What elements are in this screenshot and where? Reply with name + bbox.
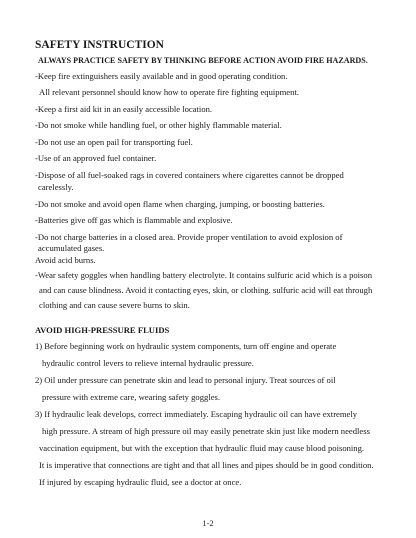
text-line: hydraulic control levers to relieve internal hydraulic pressure.	[42, 358, 254, 368]
text-line: clothing and can cause severe burns to skin.	[39, 300, 190, 310]
section-title-high-pressure-fluids: AVOID HIGH-PRESSURE FLUIDS	[35, 325, 170, 335]
text-line: -Do not smoke while handling fuel, or other highly flammable material.	[35, 120, 282, 130]
text-line: All relevant personnel should know how to operate fire fighting equipment.	[39, 87, 299, 97]
text-line: vaccination equipment, but with the exception that hydraulic fluid may cause blood poisoning.	[39, 443, 365, 453]
text-line: 2) Oil under pressure can penetrate skin and lead to personal injury. Treat sources of oil	[35, 375, 336, 385]
page-number: 1-2	[202, 518, 214, 528]
text-line: -Wear safety goggles when handling battery electrolyte. It contains sulfuric acid which is a poison	[35, 270, 372, 280]
text-line: If injured by escaping hydraulic fluid, see a doctor at once.	[39, 477, 242, 487]
section-title-safety-instruction: SAFETY INSTRUCTION	[35, 39, 164, 51]
text-line: -Do not smoke and avoid open flame when charging, jumping, or boosting batteries.	[35, 199, 325, 209]
text-line: 1) Before beginning work on hydraulic system components, turn off engine and operate	[35, 341, 337, 351]
text-line: -Use of an approved fuel container.	[35, 153, 157, 163]
text-line: -Keep fire extinguishers easily available and in good operating condition.	[35, 71, 288, 81]
text-line: -Do not charge batteries in a closed area. Provide proper ventilation to avoid explosion of	[35, 232, 343, 242]
text-line: -Dispose of all fuel-soaked rags in covered containers where cigarettes cannot be dropped	[35, 170, 344, 180]
text-line: -Batteries give off gas which is flammable and explosive.	[35, 215, 233, 225]
text-line: It is imperative that connections are tight and that all lines and pipes should be in good condition.	[39, 460, 374, 470]
text-line: pressure with extreme care, wearing safety goggles.	[42, 392, 221, 402]
text-line: high pressure. A stream of high pressure oil may easily penetrate skin just like modern needless	[42, 426, 370, 436]
section-subtitle-fire-hazards: ALWAYS PRACTICE SAFETY BY THINKING BEFORE ACTION AVOID FIRE HAZARDS.	[38, 56, 368, 65]
text-line: and can cause blindness. Avoid it contacting eyes, skin, or clothing. sulfuric acid will eat through	[39, 285, 373, 295]
text-line: 3) If hydraulic leak develops, correct immediately. Escaping hydraulic oil can have extremely	[35, 409, 358, 419]
text-line: carelessly.	[38, 182, 74, 192]
text-line: -Do not use an open pail for transporting fuel.	[35, 137, 193, 147]
text-line: Avoid acid burns.	[35, 255, 96, 265]
text-line: -Keep a first aid kit in an easily accessible location.	[35, 104, 213, 114]
text-line: accumulated gases.	[38, 243, 105, 253]
